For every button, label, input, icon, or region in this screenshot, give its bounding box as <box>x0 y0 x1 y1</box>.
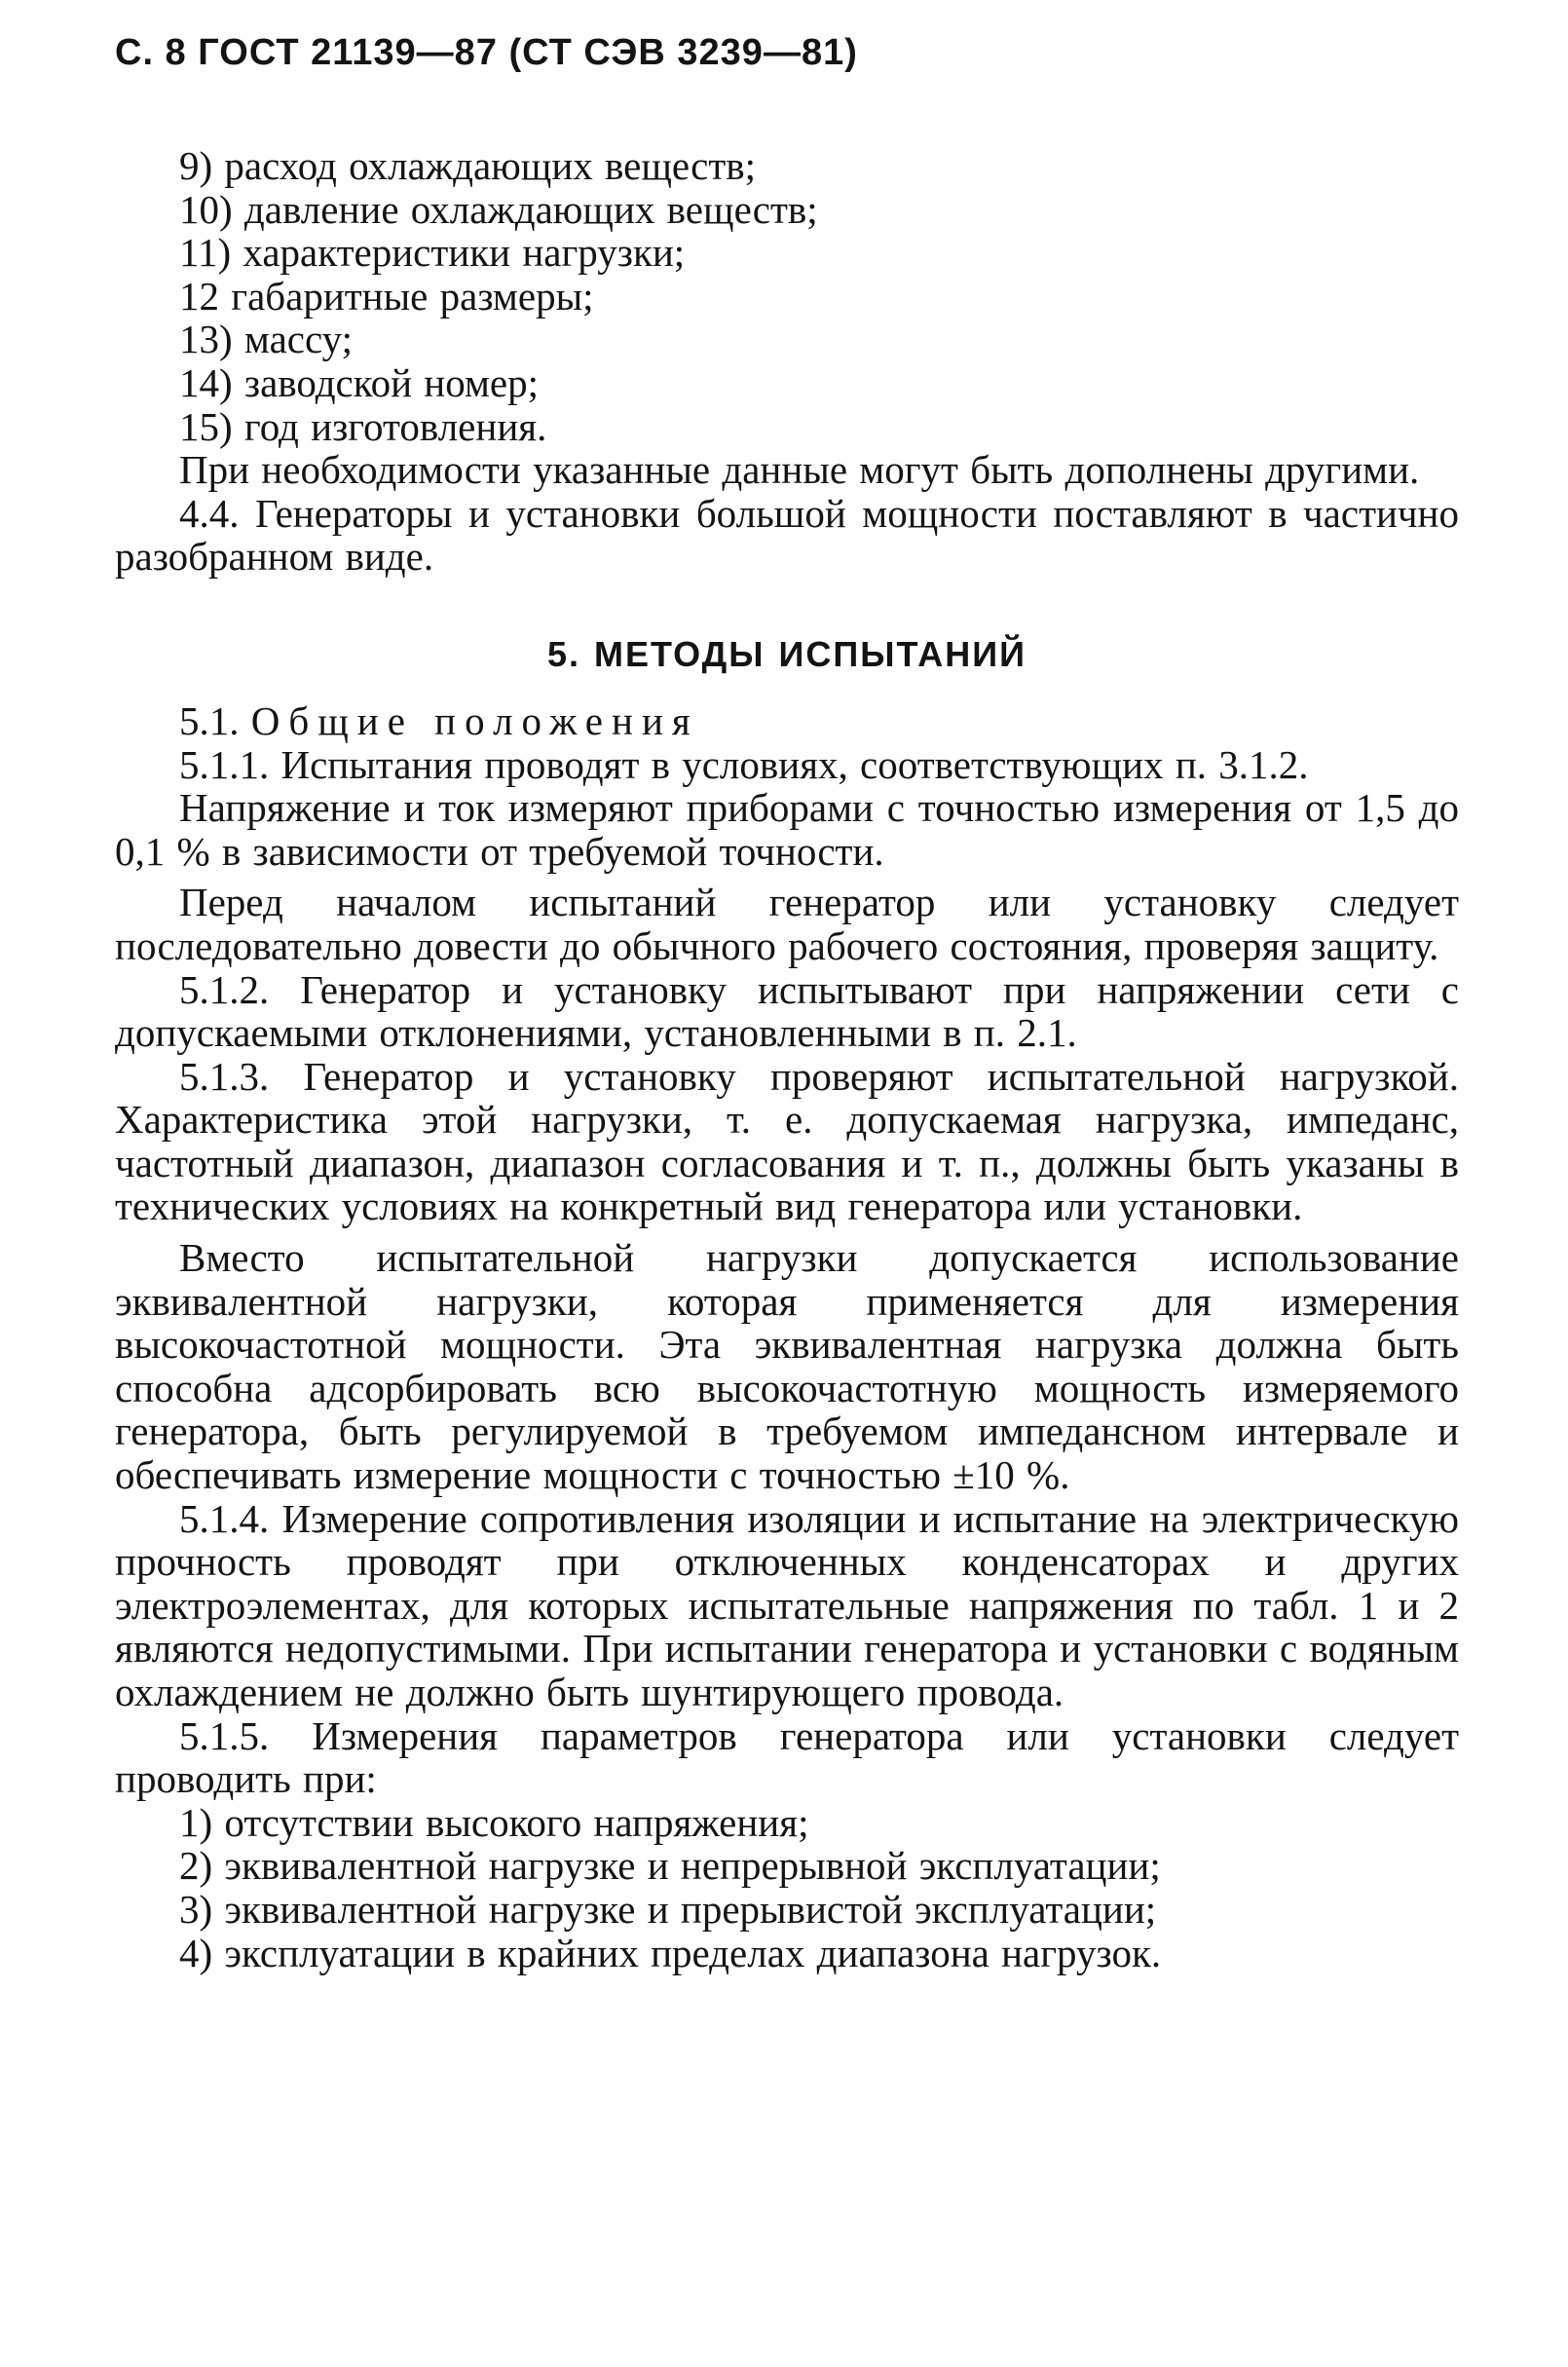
subsection-heading <box>115 699 1459 743</box>
section-title: 5. МЕТОДЫ ИСПЫТАНИЙ <box>547 633 1027 674</box>
list-item: 11) характеристики нагрузки; <box>179 230 686 276</box>
list-item: 12 габаритные размеры; <box>179 273 594 319</box>
list-item: 15) год изготовления. <box>179 403 547 449</box>
paragraph-supplement: При необходимости указанные данные могут быть дополнены другими. <box>179 447 1420 493</box>
list-item: 10) давление охлаждающих веществ; <box>179 186 818 232</box>
paragraph-equivalent-load: Вместо испытательной нагрузки допускается использование эквивалентной нагрузки, которая применяется для измерения высокочастотной мощности. Эта эквивалентная нагрузка должна быть способна адсорбировать всю высокочастотную мощность измеряемого генератора, быть регулируемой в требуемом импедансном интервале и обеспечивать измерение мощности с точностью ±10 %. <box>115 1235 1459 1498</box>
paragraph-5-1-3: 5.1.3. Генератор и установку проверяют испытательной нагрузкой. Характеристика этой нагрузки, т. е. допускаемая нагрузка, импеданс, частотный диапазон, диапазон согласования и т. п., должны быть указаны в технических условиях на конкретный вид генератора или установки. <box>115 1053 1459 1229</box>
document-body <box>115 144 1459 1974</box>
list-item: 3) эквивалентной нагрузке и прерывистой эксплуатации; <box>179 1886 1157 1932</box>
paragraph-5-1-4: 5.1.4. Измерение сопротивления изоляции и испытание на электрическую прочность проводят при отключенных конденсаторах и других электроэлементах, для которых испытательные напряжения по табл. 1 и 2 являются недопустимыми. При испытании генератора и установки с водяным охлаждением не должно быть шунтирующего провода. <box>115 1495 1459 1714</box>
list-item: 4) эксплуатации в крайних пределах диапазона нагрузок. <box>179 1930 1162 1975</box>
list-item: 14) заводской номер; <box>179 359 539 405</box>
list-item: 2) эквивалентной нагрузке и непрерывной эксплуатации; <box>179 1843 1161 1889</box>
list-item: 1) отсутствии высокого напряжения; <box>179 1799 809 1845</box>
page-header: С. 8 ГОСТ 21139—87 (СТ СЭВ 3239—81) <box>115 32 858 73</box>
paragraph-voltage: Напряжение и ток измеряют приборами с точностью измерения от 1,5 до 0,1 % в зависимости от требуемой точности. <box>115 785 1459 874</box>
paragraph-5-1-5: 5.1.5. Измерения параметров генератора или установки следует проводить при: <box>115 1712 1459 1802</box>
list-item: 13) массу; <box>179 317 353 362</box>
paragraph-4-4: 4.4. Генераторы и установки большой мощности поставляют в частично разобранном виде. <box>115 490 1459 580</box>
paragraph-before-tests: Перед началом испытаний генератор или установку следует последовательно довести до обычного рабочего состояния, проверяя защиту. <box>115 880 1459 968</box>
subsection-title: Общие положения <box>250 697 699 743</box>
subsection-number: 5.1. <box>179 697 240 743</box>
paragraph-5-1-2: 5.1.2. Генератор и установку испытывают при напряжении сети с допускаемыми отклонениями, установленными в п. 2.1. <box>115 966 1459 1056</box>
list-item: 9) расход охлаждающих веществ; <box>179 143 757 188</box>
document-page <box>115 29 1459 1974</box>
paragraph-5-1-1: 5.1.1. Испытания проводят в условиях, соответствующих п. 3.1.2. <box>179 741 1309 787</box>
